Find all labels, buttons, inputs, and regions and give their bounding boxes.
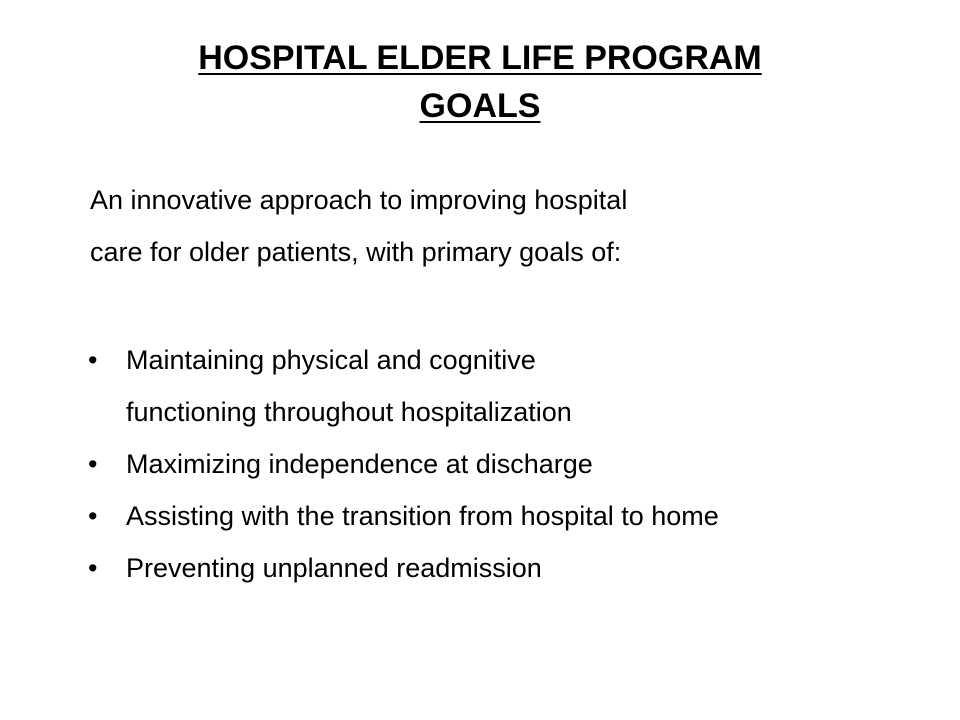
slide-title-line-2: GOALS: [419, 87, 541, 125]
goal-item-line: Preventing unplanned readmission: [126, 553, 542, 583]
goal-item: [88, 490, 948, 542]
bullet-icon: •: [88, 345, 98, 375]
goal-item: [88, 438, 948, 490]
goal-item: [88, 542, 948, 594]
intro-paragraph: [90, 174, 910, 278]
slide-title-line-1: HOSPITAL ELDER LIFE PROGRAM: [198, 39, 762, 77]
bullet-icon: •: [88, 553, 98, 583]
goal-item-line: Maintaining physical and cognitive: [126, 345, 536, 375]
bullet-icon: •: [88, 501, 98, 531]
goal-item: [88, 334, 948, 438]
goal-item-line: functioning throughout hospitalization: [126, 397, 572, 427]
slide-title: [0, 34, 960, 130]
bullet-icon: •: [88, 449, 98, 479]
goal-item-line: Maximizing independence at discharge: [126, 449, 593, 479]
goal-item-line: Assisting with the transition from hospital to home: [126, 501, 719, 531]
intro-line-1: An innovative approach to improving hospital: [90, 185, 628, 215]
intro-line-2: care for older patients, with primary goals of:: [90, 237, 622, 267]
goals-list: [88, 334, 948, 594]
